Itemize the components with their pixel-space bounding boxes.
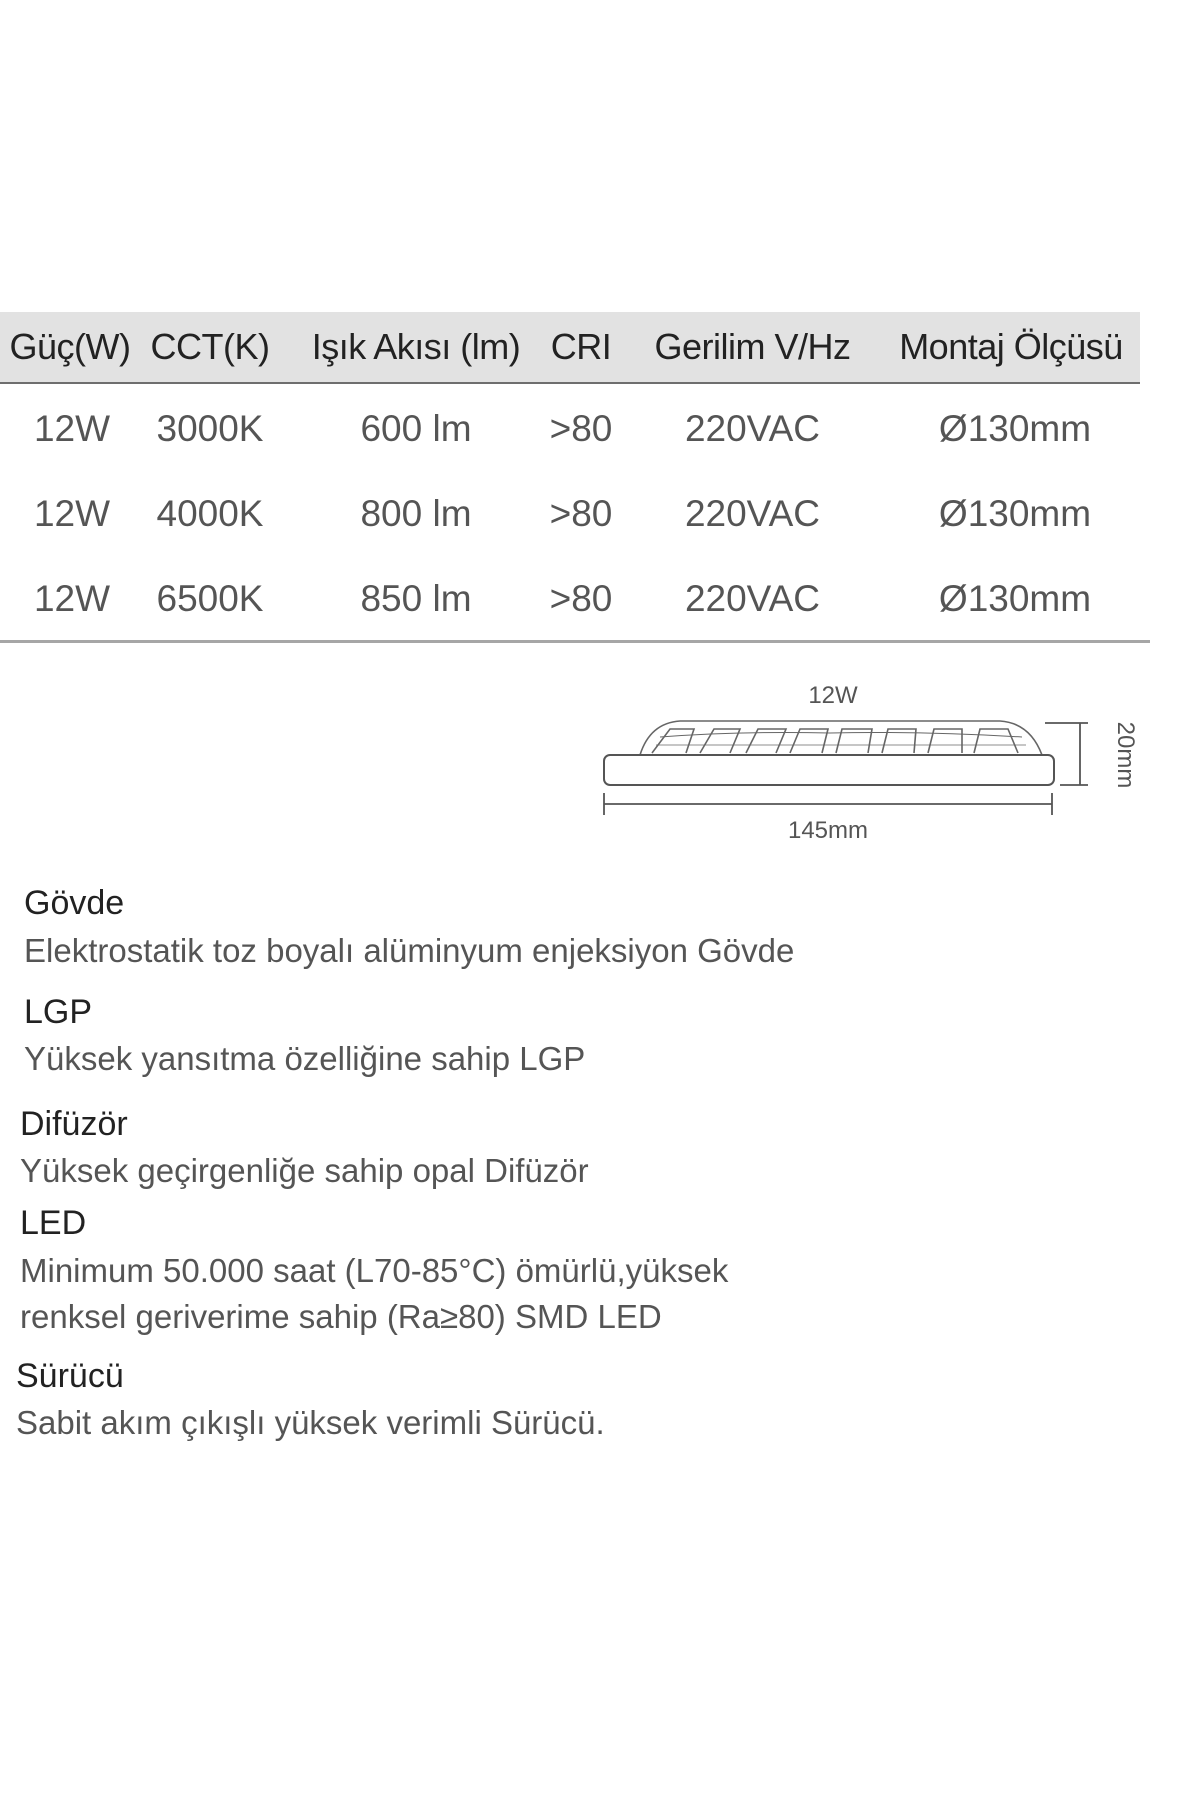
feature-title-driver: Sürücü	[16, 1357, 124, 1395]
feature-description-body: Elektrostatik toz boyalı alüminyum enjeksiyon Gövde	[24, 932, 795, 969]
drawing-power-label: 12W	[808, 682, 858, 709]
feature-title-lgp: LGP	[24, 993, 93, 1031]
feature-title-led: LED	[20, 1204, 87, 1242]
header-luminous-flux: Işık Akısı (lm)	[311, 326, 521, 367]
cell-luminous-flux: 600 lm	[360, 408, 472, 449]
cell-cct: 6500K	[156, 578, 264, 619]
product-dimension-drawing	[590, 675, 1150, 855]
table-header	[0, 312, 1140, 384]
feature-title-diffuser: Difüzör	[20, 1105, 128, 1143]
cell-cct: 3000K	[156, 408, 264, 449]
header-voltage: Gerilim V/Hz	[654, 326, 851, 367]
cell-power: 12W	[33, 493, 111, 534]
header-power: Güç(W)	[9, 326, 131, 367]
header-cri: CRI	[550, 326, 612, 367]
header-cct: CCT(K)	[150, 326, 270, 367]
cell-luminous-flux: 800 lm	[360, 493, 472, 534]
cell-mounting-size: Ø130mm	[938, 578, 1092, 619]
luminaire-top-profile	[640, 721, 1042, 755]
width-dimension-line	[604, 793, 1052, 815]
cell-power: 12W	[33, 578, 111, 619]
cell-voltage: 220VAC	[684, 578, 821, 619]
drawing-width-label: 145mm	[787, 817, 869, 844]
feature-description-led-line-1: Minimum 50.000 saat (L70-85°C) ömürlü,yüksek	[20, 1252, 729, 1289]
cell-cct: 4000K	[156, 493, 264, 534]
table-row	[0, 394, 1150, 464]
luminaire-base-profile	[604, 755, 1054, 785]
cell-mounting-size: Ø130mm	[938, 493, 1092, 534]
cell-luminous-flux: 850 lm	[360, 578, 472, 619]
drawing-height-label: 20mm	[1112, 721, 1139, 789]
cell-cri: >80	[549, 408, 613, 449]
feature-description-diffuser: Yüksek geçirgenliğe sahip opal Difüzör	[20, 1152, 589, 1189]
table-body	[0, 384, 1150, 643]
cell-cri: >80	[549, 493, 613, 534]
feature-description-led-line-2: renksel geriverime sahip (Ra≥80) SMD LED	[20, 1298, 662, 1335]
cell-cri: >80	[549, 578, 613, 619]
dimension-drawing-svg	[590, 675, 1150, 855]
table-row	[0, 564, 1150, 634]
cell-voltage: 220VAC	[684, 493, 821, 534]
header-mounting-size: Montaj Ölçüsü	[899, 326, 1123, 367]
feature-title-body: Gövde	[24, 884, 125, 922]
cell-voltage: 220VAC	[684, 408, 821, 449]
cell-power: 12W	[33, 408, 111, 449]
spec-table	[0, 312, 1150, 643]
cell-mounting-size: Ø130mm	[938, 408, 1092, 449]
table-row	[0, 479, 1150, 549]
feature-description-driver: Sabit akım çıkışlı yüksek verimli Sürücü.	[16, 1404, 605, 1441]
feature-description-lgp: Yüksek yansıtma özelliğine sahip LGP	[24, 1040, 586, 1077]
